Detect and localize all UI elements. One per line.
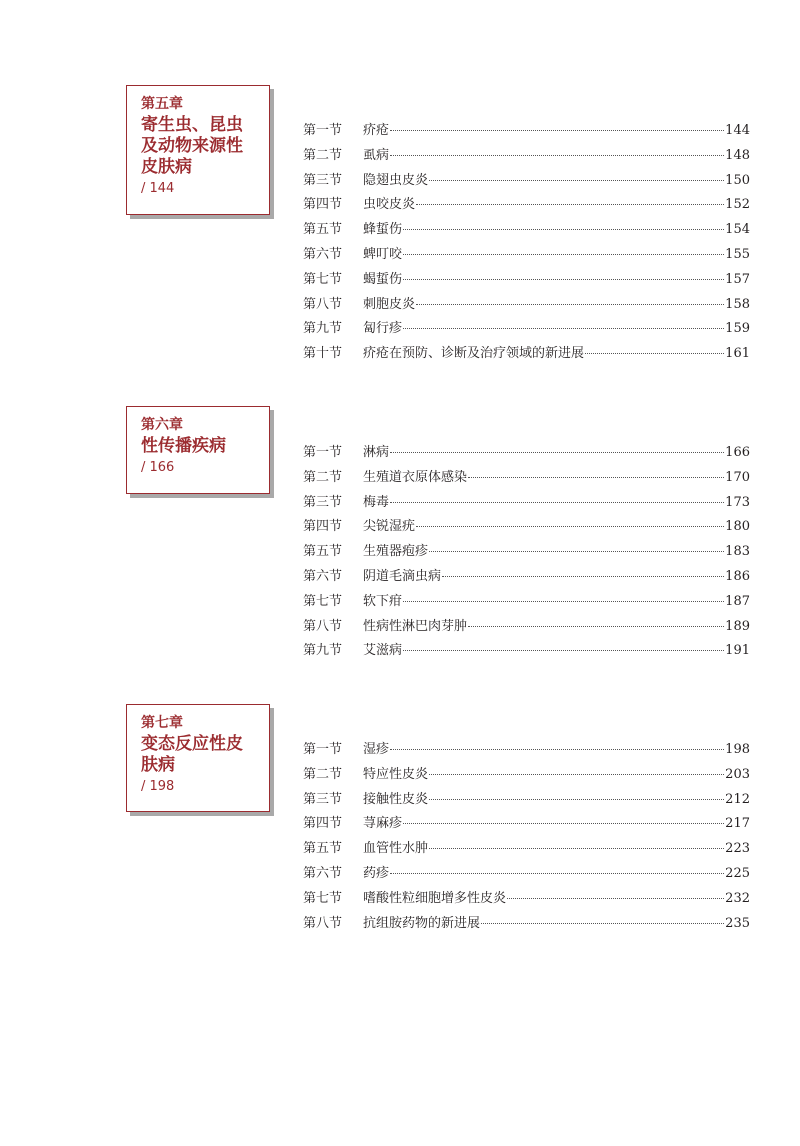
dot-leader — [442, 576, 724, 577]
section-title: 软下疳 — [363, 593, 403, 609]
section-list — [303, 119, 750, 367]
section-page: 212 — [725, 791, 750, 807]
toc-entry[interactable] — [303, 862, 750, 887]
section-title: 蜱叮咬 — [363, 246, 403, 262]
chapter-title — [141, 734, 259, 776]
toc-entry[interactable] — [303, 788, 750, 813]
section-number: 第一节 — [303, 123, 343, 138]
dot-leader — [416, 526, 724, 527]
section-page: 166 — [725, 445, 750, 460]
section-number: 第七节 — [303, 593, 343, 609]
section-page: 157 — [725, 271, 750, 287]
dot-leader — [429, 799, 724, 800]
section-title: 淋病 — [363, 445, 390, 460]
section-number: 第七节 — [303, 890, 343, 906]
chapter-title-line: 性传播疾病 — [141, 436, 226, 456]
section-title: 艾滋病 — [363, 643, 403, 659]
chapter-title — [141, 115, 259, 178]
section-title: 嗜酸性粒细胞增多性皮炎 — [363, 890, 507, 906]
section-title: 尖锐湿疣 — [363, 519, 416, 535]
dot-leader — [585, 353, 724, 354]
section-page: 235 — [725, 915, 750, 931]
section-title: 蜂蜇伤 — [363, 222, 403, 238]
section-title: 荨麻疹 — [363, 816, 403, 832]
section-number: 第六节 — [303, 568, 343, 584]
section-page: 144 — [725, 123, 750, 138]
section-page: 225 — [725, 865, 750, 881]
section-number: 第五节 — [303, 544, 343, 560]
toc-entry[interactable] — [303, 169, 750, 194]
chapter-label: 第五章 — [141, 96, 183, 112]
section-number: 第九节 — [303, 643, 343, 659]
section-page: 170 — [725, 469, 750, 485]
dot-leader — [468, 626, 724, 627]
section-title: 虱病 — [363, 147, 390, 163]
section-page: 148 — [725, 147, 750, 163]
toc-entry[interactable] — [303, 837, 750, 862]
section-title: 抗组胺药物的新进展 — [363, 915, 481, 931]
section-title: 疥疮 — [363, 123, 390, 138]
toc-entry[interactable] — [303, 119, 750, 144]
section-title: 湿疹 — [363, 742, 390, 757]
toc-entry[interactable] — [303, 144, 750, 169]
section-page: 198 — [725, 742, 750, 757]
section-page: 183 — [725, 544, 750, 560]
section-number: 第二节 — [303, 469, 343, 485]
toc-entry[interactable] — [303, 887, 750, 912]
section-number: 第八节 — [303, 618, 343, 634]
chapter-label: 第六章 — [141, 417, 183, 433]
dot-leader — [390, 502, 724, 503]
dot-leader — [429, 551, 724, 552]
toc-entry[interactable] — [303, 565, 750, 590]
toc-entry[interactable] — [303, 738, 750, 763]
dot-leader — [416, 304, 724, 305]
section-page: 150 — [725, 172, 750, 188]
dot-leader — [429, 180, 724, 181]
section-number: 第八节 — [303, 915, 343, 931]
section-title: 血管性水肿 — [363, 841, 429, 857]
dot-leader — [403, 328, 724, 329]
dot-leader — [429, 848, 724, 849]
toc-entry[interactable] — [303, 763, 750, 788]
dot-leader — [403, 601, 724, 602]
dot-leader — [390, 749, 724, 750]
toc-entry[interactable] — [303, 193, 750, 218]
chapter-title — [141, 436, 259, 457]
toc-entry[interactable] — [303, 912, 750, 937]
section-page: 189 — [725, 618, 750, 634]
section-title: 虫咬皮炎 — [363, 197, 416, 213]
chapter-title-line: 皮肤病 — [141, 157, 192, 177]
dot-leader — [429, 774, 724, 775]
dot-leader — [416, 204, 724, 205]
chapter-5-heading-box — [126, 85, 270, 215]
section-number: 第九节 — [303, 321, 343, 337]
section-number: 第二节 — [303, 766, 343, 782]
section-number: 第三节 — [303, 494, 343, 510]
dot-leader — [403, 254, 724, 255]
chapter-title-line: 变态反应性皮 — [141, 734, 243, 754]
toc-entry[interactable] — [303, 491, 750, 516]
section-list — [303, 441, 750, 664]
section-number: 第六节 — [303, 246, 343, 262]
section-page: 232 — [725, 890, 750, 906]
section-page: 152 — [725, 197, 750, 213]
section-page: 223 — [725, 841, 750, 857]
section-number: 第八节 — [303, 296, 343, 312]
section-page: 203 — [725, 766, 750, 782]
section-page: 154 — [725, 222, 750, 238]
chapter-6-heading-box — [126, 406, 270, 494]
section-number: 第七节 — [303, 271, 343, 287]
section-number: 第五节 — [303, 841, 343, 857]
section-title: 生殖道衣原体感染 — [363, 469, 468, 485]
section-page: 187 — [725, 593, 750, 609]
chapter-start-page: / 166 — [141, 460, 175, 475]
section-title: 生殖器疱疹 — [363, 544, 429, 560]
section-title: 疥疮在预防、诊断及治疗领域的新进展 — [363, 346, 585, 362]
section-number: 第四节 — [303, 197, 343, 213]
section-number: 第三节 — [303, 172, 343, 188]
dot-leader — [403, 229, 724, 230]
chapter-start-page: / 144 — [141, 181, 175, 196]
section-page: 155 — [725, 246, 750, 262]
toc-entry[interactable] — [303, 218, 750, 243]
section-number: 第三节 — [303, 791, 343, 807]
section-number: 第一节 — [303, 742, 343, 757]
toc-entry[interactable] — [303, 615, 750, 640]
dot-leader — [403, 650, 724, 651]
chapter-label: 第七章 — [141, 715, 183, 731]
section-number: 第六节 — [303, 865, 343, 881]
toc-entry[interactable] — [303, 342, 750, 367]
dot-leader — [403, 823, 724, 824]
chapter-7-heading-box — [126, 704, 270, 812]
section-page: 180 — [725, 519, 750, 535]
section-number: 第五节 — [303, 222, 343, 238]
dot-leader — [481, 923, 724, 924]
chapter-title-line: 寄生虫、昆虫 — [141, 115, 243, 135]
section-number: 第四节 — [303, 519, 343, 535]
dot-leader — [468, 477, 724, 478]
section-title: 刺胞皮炎 — [363, 296, 416, 312]
section-number: 第二节 — [303, 147, 343, 163]
section-list — [303, 738, 750, 936]
section-page: 186 — [725, 568, 750, 584]
toc-entry[interactable] — [303, 466, 750, 491]
toc-entry[interactable] — [303, 441, 750, 466]
dot-leader — [390, 130, 724, 131]
chapter-start-page: / 198 — [141, 779, 175, 794]
dot-leader — [390, 155, 724, 156]
section-page: 159 — [725, 321, 750, 337]
toc-entry[interactable] — [303, 243, 750, 268]
section-title: 性病性淋巴肉芽肿 — [363, 618, 468, 634]
toc-entry[interactable] — [303, 515, 750, 540]
toc-entry[interactable] — [303, 293, 750, 318]
toc-entry[interactable] — [303, 812, 750, 837]
section-page: 161 — [725, 346, 750, 362]
toc-entry[interactable] — [303, 540, 750, 565]
section-number: 第四节 — [303, 816, 343, 832]
section-number: 第十节 — [303, 346, 343, 362]
section-title: 接触性皮炎 — [363, 791, 429, 807]
section-number: 第一节 — [303, 445, 343, 460]
section-title: 阴道毛滴虫病 — [363, 568, 442, 584]
section-title: 隐翅虫皮炎 — [363, 172, 429, 188]
section-title: 特应性皮炎 — [363, 766, 429, 782]
section-page: 217 — [725, 816, 750, 832]
dot-leader — [390, 873, 724, 874]
dot-leader — [390, 452, 724, 453]
toc-entry[interactable] — [303, 268, 750, 293]
toc-entry[interactable] — [303, 317, 750, 342]
section-page: 191 — [725, 643, 750, 659]
section-title: 蝎蜇伤 — [363, 271, 403, 287]
section-page: 173 — [725, 494, 750, 510]
chapter-title-line: 肤病 — [141, 755, 175, 775]
section-title: 匐行疹 — [363, 321, 403, 337]
dot-leader — [403, 279, 724, 280]
toc-entry[interactable] — [303, 639, 750, 664]
dot-leader — [507, 898, 724, 899]
section-page: 158 — [725, 296, 750, 312]
section-title: 梅毒 — [363, 494, 390, 510]
toc-entry[interactable] — [303, 590, 750, 615]
chapter-title-line: 及动物来源性 — [141, 136, 243, 156]
section-title: 药疹 — [363, 865, 390, 881]
